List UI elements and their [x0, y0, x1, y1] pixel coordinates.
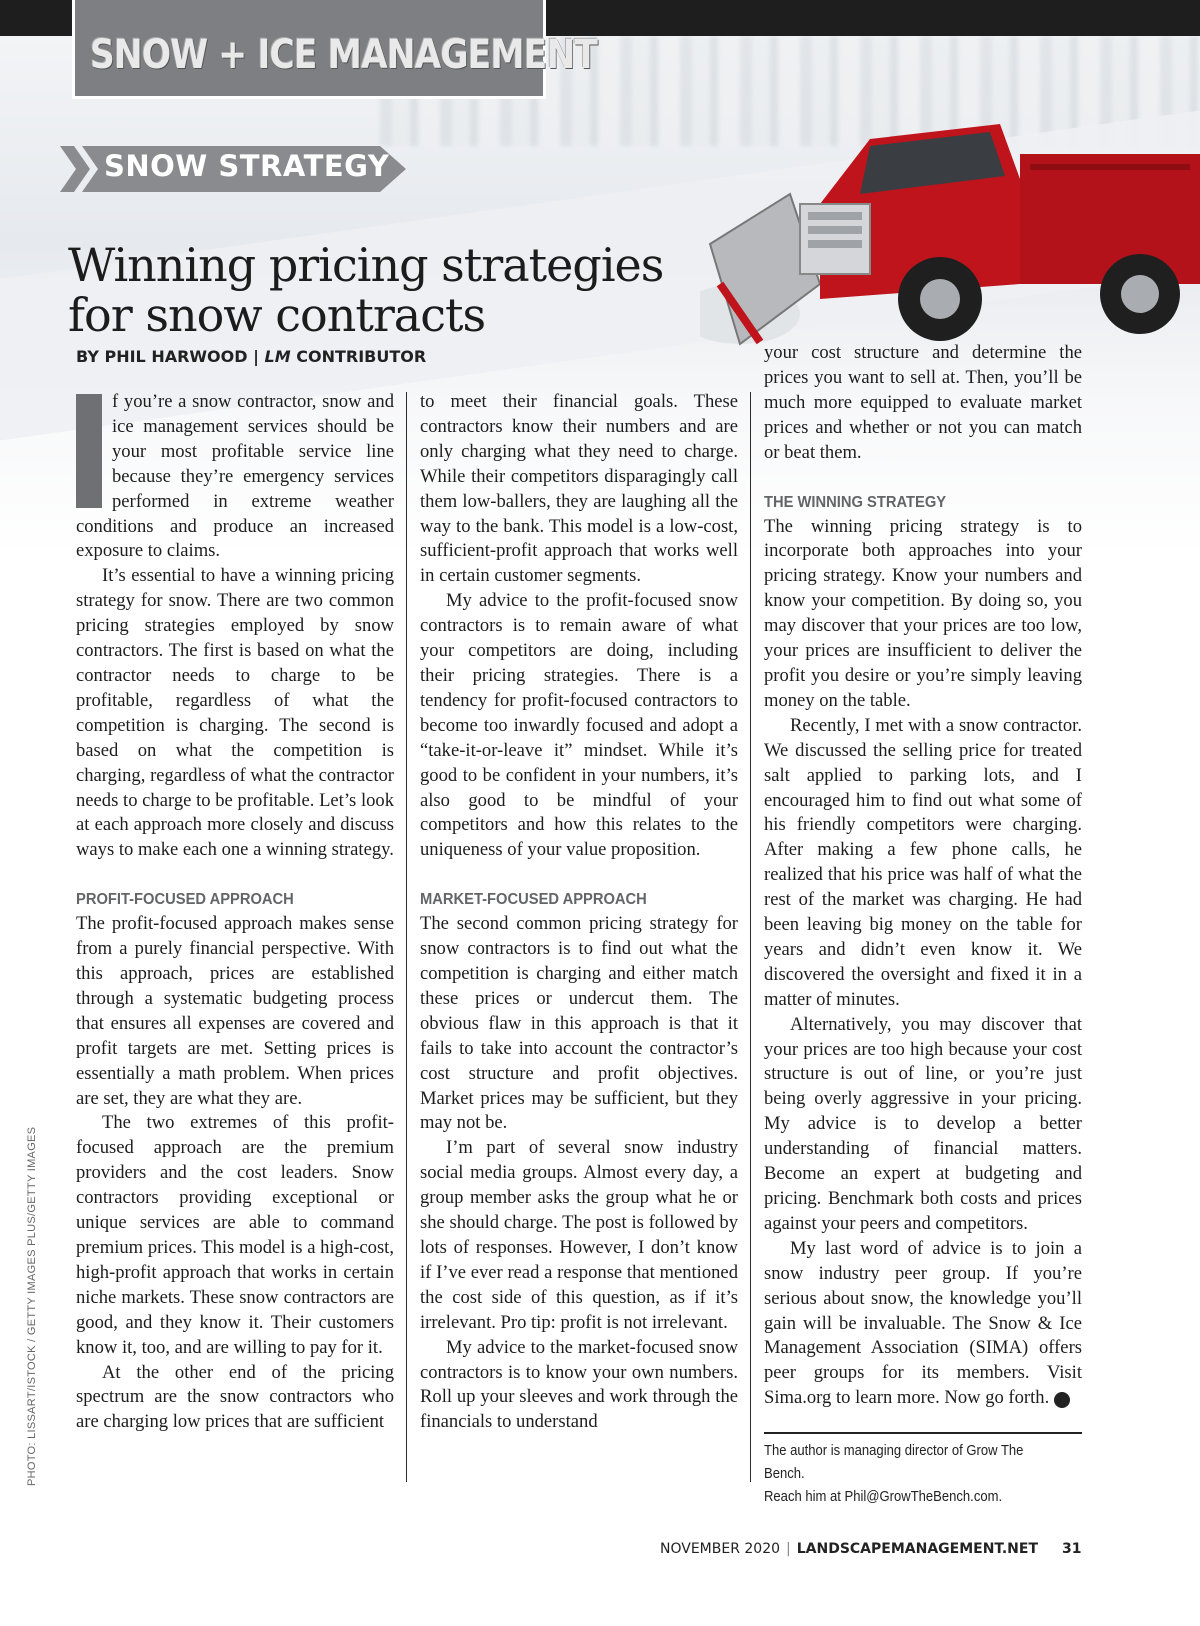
- author-note-rule: [764, 1432, 1082, 1434]
- byline-publication: LM: [264, 347, 291, 366]
- paragraph: your cost structure and determine the prices you want to sell at. Then, you’ll be much more equipped to evaluate market prices and whether or not you can match or beat them.: [764, 342, 1082, 463]
- author-note-line-2: Reach him at Phil@GrowTheBench.com.: [764, 1489, 1003, 1505]
- subhead-winning-strategy: THE WINNING STRATEGY: [764, 493, 947, 511]
- byline-suffix: CONTRIBUTOR: [290, 347, 427, 366]
- author-note-line-1: The author is managing director of Grow The Bench.: [764, 1443, 1024, 1482]
- paragraph: The second common pricing strategy for snow contractors is to find out what the competition is charging and either match these prices or undercut them. The obvious flaw in this approach is that it fails to take into account the contractor’s cost structure and profit objectives. Market prices may be sufficient, but they may not be.: [420, 913, 738, 1134]
- paragraph: It’s essential to have a winning pricing strategy for snow. There are two common pricing strategies employed by snow contractors. The first is based on what the contractor needs to charge to be profitable, regardless of what the competition is charging. The second is based on what the competition is charging, regardless of what the contractor needs to charge to be profitable. Let’s look at each approach more closely and discuss ways to make each one a winning strategy.: [76, 565, 394, 861]
- footer-separator: |: [786, 1541, 791, 1557]
- red-snowplow-truck-image: [700, 84, 1200, 364]
- column-divider: [750, 392, 751, 1482]
- paragraph: My advice to the market-focused snow contractors is to know your own numbers. Roll up your sleeves and work through the financials to understand: [420, 1336, 738, 1433]
- paragraph: The two extremes of this profit-focused approach are the premium providers and the cost leaders. Snow contractors providing exceptional or unique services are able to command premium prices. This model is a high-cost, high-profit approach that works in certain niche markets. These snow contractors are good, and they know it. Their customers know it, too, and are willing to pay for it.: [76, 1112, 394, 1358]
- paragraph: Recently, I met with a snow contractor. We discussed the selling price for treated salt applied to parking lots, and I encouraged him to find out what some of his friendly competitors were charging. After making a few phone calls, he realized that his price was half of what the rest of the market was charging. He had been leaving big money on the table for years and didn’t even know it. We discovered the oversight and fixed it in a matter of minutes.: [764, 714, 1082, 1010]
- subhead-market-focused: MARKET-FOCUSED APPROACH: [420, 891, 647, 909]
- article-headline: [68, 240, 768, 340]
- paragraph: to meet their financial goals. These contractors know their numbers and are only charging what they need to charge. While their competitors disparagingly call them low-ballers, they are laughing all the way to the bank. This model is a low-cost, sufficient-profit approach that works well in certain customer segments.: [420, 391, 738, 587]
- article-column-1: [76, 390, 394, 1435]
- paragraph: The winning pricing strategy is to incorporate both approaches into your pricing strategy. Know your numbers and know your competition. By doing so, you may discover that your prices are too low, your prices are insufficient to deliver the profit you desire or you’re simply leaving money on the table.: [764, 515, 1082, 711]
- paragraph: At the other end of the pricing spectrum are the snow contractors who are charging low prices that are sufficient: [76, 1361, 394, 1433]
- paragraph-text: f you’re a snow contractor, snow and ice management services should be your most profitable service line because they’re emergency services performed in extreme weather conditions and produce an increased exposure to claims.: [76, 391, 394, 562]
- paragraph: [764, 1237, 1093, 1411]
- paragraph-text: My last word of advice is to join a snow industry peer group. If you’re serious about snow, the knowledge you’ll gain will be invaluable. The Snow & Ice Management Association (SIMA) offers peer groups for its members. Visit Sima.org to learn more. Now go forth.: [764, 1237, 1082, 1409]
- end-mark-icon: LM: [1054, 1392, 1070, 1408]
- paragraph: I’m part of several snow industry social media groups. Almost every day, a group member asks the group what he or she should charge. The post is followed by lots of responses. However, I don’t know if I’ve ever read a response that mentioned the cost side of this question, as if it’s irrelevant. Pro tip: profit is not irrelevant.: [420, 1137, 738, 1333]
- column-divider: [406, 392, 407, 1482]
- headline-line-2: for snow contracts: [68, 288, 486, 342]
- footer-issue-date: NOVEMBER 2020: [660, 1541, 781, 1557]
- paragraph: The profit-focused approach makes sense from a purely financial perspective. With this approach, prices are established through a systematic budgeting process that ensures all expenses are covered and profit targets are met. Setting prices is essentially a math problem. When prices are set, they are what they are.: [76, 913, 394, 1109]
- byline: [76, 347, 426, 366]
- paragraph: My advice to the profit-focused snow contractors is to remain aware of what your competitors are doing, including their pricing strategies. There is a tendency for profit-focused contractors to become too inwardly focused and adopt a “take-it-or-leave it” mindset. While it’s good to be confident in your numbers, it’s also good to be mindful of your competitors and how this relates to the uniqueness of your value proposition.: [420, 590, 738, 861]
- kicker-title: SNOW + ICE MANAGEMENT: [90, 32, 597, 78]
- headline-line-1: Winning pricing strategies: [68, 238, 664, 292]
- section-tag-label: SNOW STRATEGY: [104, 149, 390, 183]
- drop-cap-letter-i: [76, 394, 102, 508]
- footer-website: LANDSCAPEMANAGEMENT.NET: [796, 1541, 1039, 1557]
- paragraph: [76, 390, 394, 564]
- page-footer: [660, 1541, 1082, 1557]
- photo-credit: PHOTO: LISSART/ISTOCK / GETTY IMAGES PLUS/GETTY IMAGES: [26, 1126, 38, 1486]
- article-column-2: [420, 390, 738, 1435]
- subhead-profit-focused: PROFIT-FOCUSED APPROACH: [76, 891, 294, 909]
- author-note: [764, 1440, 1052, 1509]
- article-column-3: [764, 341, 1093, 1411]
- byline-prefix: BY PHIL HARWOOD |: [76, 347, 265, 366]
- paragraph: Alternatively, you may discover that your prices are too high because your cost structure is out of line, or you’re just being overly aggressive in your pricing. My advice is to develop a better understanding of financial matters. Become an expert at budgeting and pricing. Benchmark both costs and prices against your peers and competitors.: [764, 1013, 1082, 1234]
- page-number: 31: [1062, 1541, 1082, 1557]
